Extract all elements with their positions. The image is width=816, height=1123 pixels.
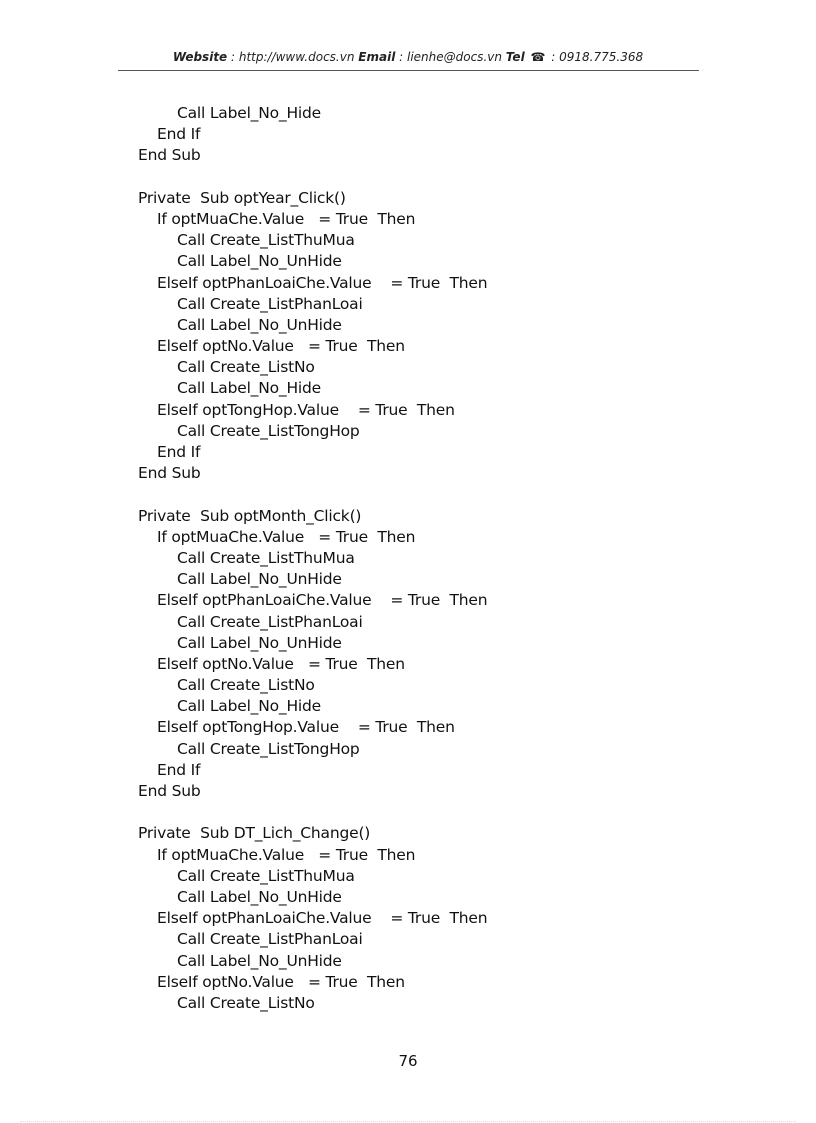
page-header [118,50,698,64]
code-line: ElseIf optNo.Value = True Then [157,337,405,356]
code-line: Call Create_ListNo [177,993,315,1012]
footer-divider [20,1121,796,1122]
code-line: Call Create_ListPhanLoai [177,930,363,949]
code-line: End Sub [138,464,201,483]
code-line: Call Create_ListNo [177,358,315,377]
code-line: ElseIf optTongHop.Value = True Then [157,400,455,419]
website-url: http://www.docs.vn [238,50,355,64]
code-line: ElseIf optPhanLoaiChe.Value = True Then [157,591,488,610]
code-line: End Sub [138,146,201,165]
tel-separator: : [547,50,560,64]
blank-line [138,802,698,823]
code-line: ElseIf optPhanLoaiChe.Value = True Then [157,909,488,928]
code-line: Private Sub DT_Lich_Change() [138,824,371,843]
header-divider [118,70,699,71]
code-line: Call Create_ListPhanLoai [177,294,363,313]
code-listing [138,103,698,1014]
code-line: End If [157,443,201,461]
code-line: Call Label_No_UnHide [177,315,342,334]
code-line: Private Sub optMonth_Click() [138,506,362,525]
code-line: End Sub [138,782,201,800]
blank-line [138,167,698,188]
code-line: If optMuaChe.Value = True Then [157,527,416,546]
tel-number: 0918.775.368 [559,50,644,64]
website-separator: : [227,50,239,64]
code-line: ElseIf optNo.Value = True Then [157,972,405,991]
code-line: Call Create_ListTongHop [177,739,360,758]
code-line: Call Label_No_UnHide [177,887,342,906]
email-address: lienhe@docs.vn [406,50,502,64]
code-line: Call Label_No_Hide [177,379,321,398]
code-line: Call Create_ListTongHop [177,421,360,440]
email-separator: : [395,50,407,64]
code-line: Call Label_No_UnHide [177,252,342,271]
code-line: Private Sub optYear_Click() [138,188,346,207]
code-line: ElseIf optPhanLoaiChe.Value = True Then [157,273,488,292]
code-line: Call Label_No_UnHide [177,951,342,970]
code-line: ElseIf optTongHop.Value = True Then [157,718,455,737]
code-line: Call Label_No_UnHide [177,570,342,589]
code-line: If optMuaChe.Value = True Then [157,209,416,228]
code-line: End If [157,125,201,144]
code-line: Call Label_No_Hide [177,697,321,716]
phone-icon: ☎ [530,50,546,64]
code-line: If optMuaChe.Value = True Then [157,845,416,864]
blank-line [138,484,698,505]
code-line: Call Label_No_Hide [177,104,321,122]
code-line: Call Create_ListThuMua [177,866,355,885]
code-line: Call Create_ListNo [177,676,315,695]
code-line: End If [157,760,201,779]
code-line: ElseIf optNo.Value = True Then [157,654,405,673]
code-line: Call Label_No_UnHide [177,633,342,652]
code-line: Call Create_ListThuMua [177,548,355,567]
code-line: Call Create_ListPhanLoai [177,612,363,631]
email-label: Email [358,50,396,64]
page-number: 76 [398,1052,418,1070]
code-line: Call Create_ListThuMua [177,231,355,250]
website-label: Website [172,50,228,64]
tel-label: Tel [505,50,525,64]
